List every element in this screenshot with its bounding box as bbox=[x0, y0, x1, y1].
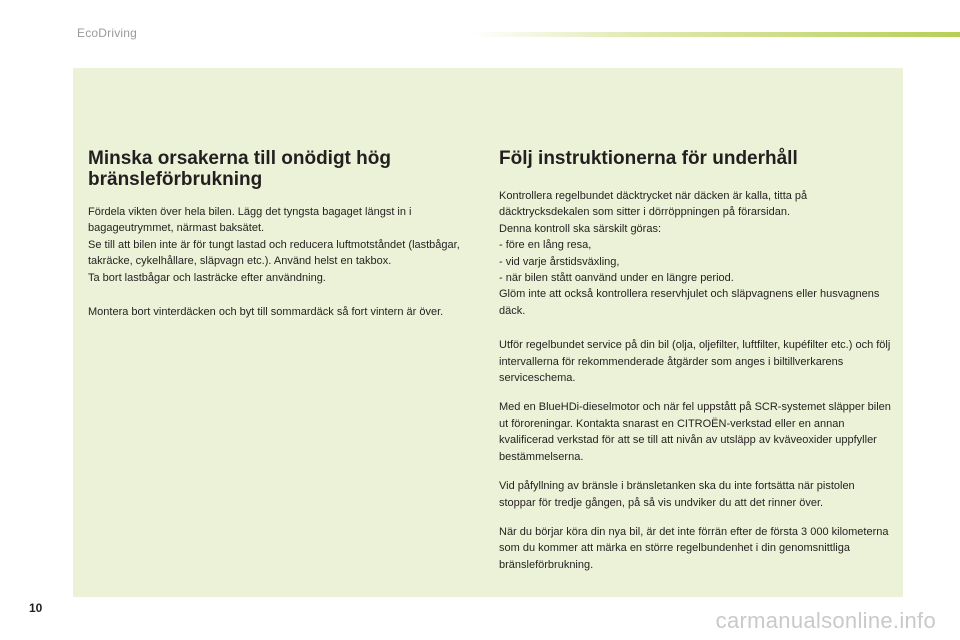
right-paragraph-3: Med en BlueHDi-dieselmotor och när fel uppstått på SCR-systemet släpper bilen ut föroreningar. Kontakta snarast en CITROËN-verkstad eller en annan kvalificerad verkstad för att se till att nivån av utsläpp av kväveoxider uppfyller bestämmelserna. bbox=[499, 401, 891, 463]
left-heading: Minska orsakerna till onödigt hög bränsleförbrukning bbox=[88, 148, 391, 190]
right-heading: Följ instruktionerna för underhåll bbox=[499, 148, 798, 169]
page-number: 10 bbox=[29, 601, 43, 615]
content-panel bbox=[73, 68, 903, 597]
right-paragraph-5: När du börjar köra din nya bil, är det inte förrän efter de första 3 000 kilometerna som du kommer att märka en större regelbundenhet i din genomsnittliga bränsleförbrukning. bbox=[499, 525, 889, 571]
section-title: EcoDriving bbox=[77, 26, 138, 40]
right-paragraph-1: Kontrollera regelbundet däcktrycket när däcken är kalla, titta på däcktrycksdekalen som sitter i dörröppningen på förarsidan. Denna kontroll ska särskilt göras: - före en lång resa, - vid varje årstidsväxling, - när bilen stått oanvänd under en längre period. Glöm inte att också kontrollera reservhjulet och släpvagnens eller husvagnens däck. bbox=[499, 190, 880, 317]
left-paragraph-1: Fördela vikten över hela bilen. Lägg det tyngsta bagaget längst in i bagageutrymmet, närmast baksätet. Se till att bilen inte är för tungt lastad och reducera luftmotståndet (lastbågar, takräcke, cykelhållare, släpvagn etc.). Använd helst en takbox. Ta bort lastbågar och lasträcke efter användning. bbox=[88, 206, 460, 284]
header-accent-bar bbox=[470, 32, 960, 37]
right-paragraph-4: Vid påfyllning av bränsle i bränsletanken ska du inte fortsätta när pistolen stoppar för tredje gången, på så vis undviker du att det rinner över. bbox=[499, 480, 855, 509]
left-column bbox=[88, 148, 463, 333]
right-paragraph-2: Utför regelbundet service på din bil (olja, oljefilter, luftfilter, kupéfilter etc.) och följ intervallerna för rekommenderade åtgärder som anges i biltillverkarens serviceschema. bbox=[499, 339, 891, 385]
right-column bbox=[499, 148, 891, 586]
left-paragraph-2: Montera bort vinterdäcken och byt till sommardäck så fort vintern är över. bbox=[88, 306, 444, 319]
watermark: carmanualsonline.info bbox=[715, 608, 936, 633]
